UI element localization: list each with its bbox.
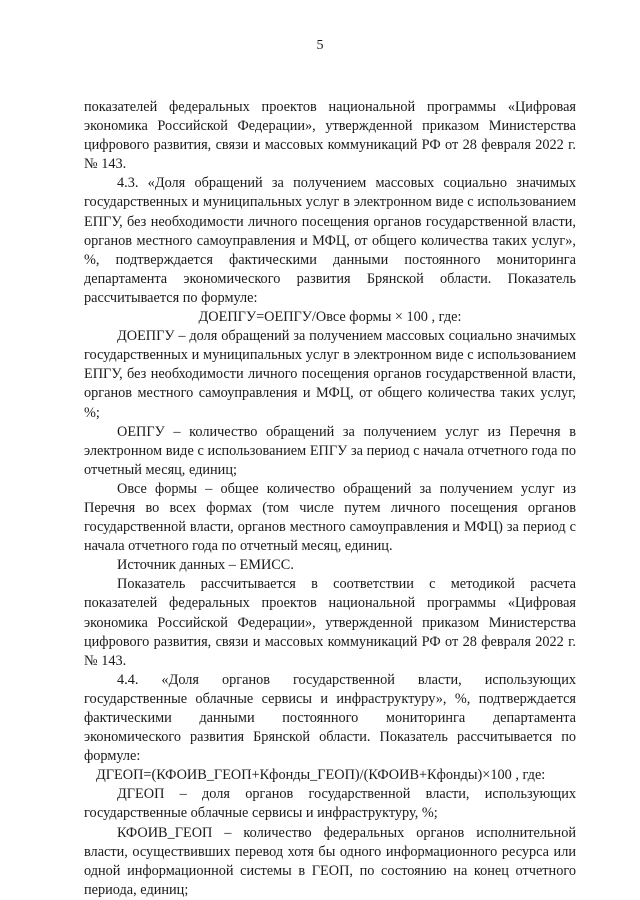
data-source: Источник данных – ЕМИСС. (117, 557, 294, 574)
document-body (84, 98, 576, 900)
paragraph-methodology: Показатель рассчитывается в соответствии с методикой расчета показателей федеральных проектов национальной программы «Цифровая экономика Российской Федерации», утвержденной приказом Министерства цифрового развития, связи и массовых коммуникаций РФ от 28 февраля 2022 г. № 143. (84, 576, 576, 669)
paragraph-continuation: показателей федеральных проектов национальной программы «Цифровая экономика Российской Федерации», утвержденной приказом Министерства цифрового развития, связи и массовых коммуникаций РФ от 28 февраля 2022 г. № 143. (84, 99, 576, 173)
definition-ovse-formy: Овсе формы – общее количество обращений за получением услуг из Перечня во всех формах (том числе путем личного посещения органов государственной власти, органов местного самоуправления и МФЦ) за период с начала отчетного года по отчетный месяц, единиц. (84, 480, 576, 555)
definition-oepgu: ОЕПГУ – количество обращений за получением услуг из Перечня в электронном виде с использованием ЕПГУ за период с начала отчетного года по отчетный месяц, единиц; (84, 423, 576, 478)
paragraph-section-4-3: 4.3. «Доля обращений за получением массовых социально значимых государственных и муниципальных услуг в электронном виде с использованием ЕПГУ, без необходимости личного посещения органов государственной власти, органов местного самоуправления и МФЦ, от общего количества таких услуг», %, подтверждается фактическими данными постоянного мониторинга департамента экономического развития Брянской области. Показатель рассчитывается по формуле: (84, 175, 576, 306)
formula-doepgu: ДОЕПГУ=ОЕПГУ/Овсе формы × 100 , где: (198, 309, 462, 326)
page-number: 5 (316, 38, 324, 53)
definition-kfoiv-geop: КФОИВ_ГЕОП – количество федеральных органов исполнительной власти, осуществивших перевод хотя бы одного информационного ресурса или одной информационной системы в ГЕОП, по состоянию на конец отчетного периода, единиц; (84, 824, 576, 898)
definition-dgeop: ДГЕОП – доля органов государственной власти, использующих государственные облачные сервисы и инфраструктуру, %; (84, 786, 576, 822)
formula-dgeop: ДГЕОП=(КФОИВ_ГЕОП+Кфонды_ГЕОП)/(КФОИВ+Кфонды)×100 , где: (96, 767, 546, 784)
definition-doepgu: ДОЕПГУ – доля обращений за получением массовых социально значимых государственных и муниципальных услуг в электронном виде с использованием ЕПГУ, без необходимости личного посещения органов государственной власти, органов местного самоуправления и МФЦ, от общего количества таких услуг, %; (84, 328, 576, 421)
paragraph-section-4-4: 4.4. «Доля органов государственной власти, использующих государственные облачные сервисы и инфраструктуру», %, подтверждается фактическими данными постоянного мониторинга департамента экономического развития Брянской области. Показатель рассчитывается по формуле: (84, 671, 576, 765)
